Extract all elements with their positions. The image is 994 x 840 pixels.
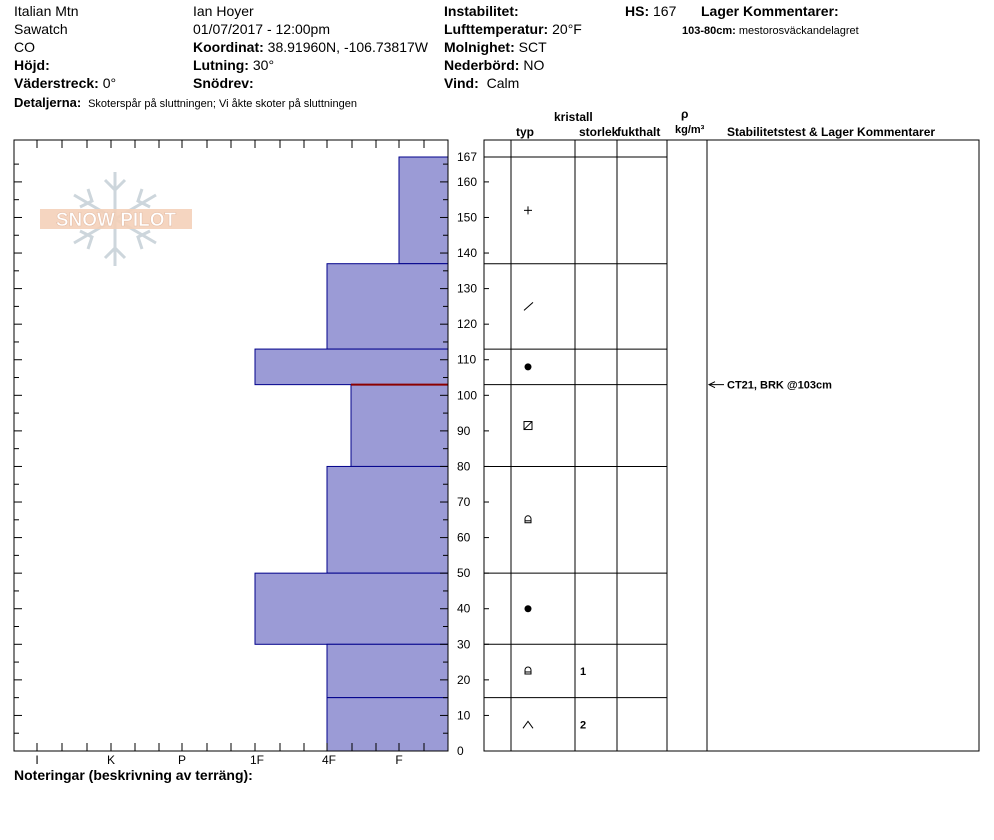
precip-label: Nederbörd: <box>444 57 520 73</box>
depth-label-80: 80 <box>457 459 471 474</box>
hardness-bar-4 <box>327 466 448 573</box>
stability-comments <box>709 380 832 392</box>
layer-table-frame <box>484 140 979 751</box>
depth-label-110: 110 <box>457 352 477 367</box>
depth-label-60: 60 <box>457 530 471 545</box>
mountain-range: Sawatch <box>14 21 68 37</box>
elevation-label: Höjd: <box>14 57 50 73</box>
grain-size-6: 1 <box>580 665 587 678</box>
hardness-label-P: P <box>177 753 187 767</box>
grain-symbol-rounded-grains-icon <box>525 605 532 612</box>
hardness-layers <box>255 157 448 751</box>
depth-label-160: 160 <box>457 174 478 189</box>
observation-datetime: 01/07/2017 - 12:00pm <box>193 21 330 37</box>
drift-label: Snödrev: <box>193 75 254 91</box>
depth-label-50: 50 <box>457 566 471 581</box>
grain-symbol-rounded-grains-icon <box>525 363 532 370</box>
depth-label-30: 30 <box>457 637 471 652</box>
wind-value: Calm <box>486 75 520 91</box>
grain-symbol-mixed-faceted-rounded-icon <box>524 422 532 430</box>
grain-symbol-decomposing-fragmented-icon <box>524 302 533 310</box>
depth-label-0: 0 <box>457 744 464 758</box>
slash-line <box>524 302 533 310</box>
air-temp-value: 20°F <box>552 21 582 37</box>
hardness-label-1F: 1F <box>249 753 265 767</box>
grain-symbol-depth-hoar-icon <box>523 721 533 728</box>
details-label: Detaljerna: <box>14 95 82 110</box>
hs-value: 167 <box>653 3 677 19</box>
dot <box>525 605 532 612</box>
layer-comment-text: mestorosväckandelagret <box>738 25 859 37</box>
hardness-bar-6 <box>327 644 448 697</box>
depth-label-140: 140 <box>457 246 478 261</box>
depth-label-167: 167 <box>457 150 478 164</box>
hardness-label-K: K <box>106 753 116 767</box>
aspect-value: 0° <box>102 75 117 91</box>
hardness-bar-5 <box>255 573 448 644</box>
depth-label-10: 10 <box>457 708 471 723</box>
hardness-label-F: F <box>395 753 403 767</box>
hs-label: HS: <box>625 3 650 19</box>
logo-text: SNOW PILOT <box>55 210 177 231</box>
hardness-label-I: I <box>35 753 39 767</box>
layer-table <box>484 140 979 751</box>
snowpilot-logo <box>40 172 192 266</box>
grain-type-header: typ <box>516 125 534 139</box>
notes-label: Noteringar (beskrivning av terräng): <box>14 767 253 783</box>
layer-comment-range: 103-80cm: <box>682 25 736 37</box>
depth-label-100: 100 <box>457 388 478 403</box>
depth-label-40: 40 <box>457 601 471 616</box>
square-diagonal <box>524 422 532 430</box>
hardness-bar-1 <box>327 264 448 349</box>
facet-shape <box>525 516 531 523</box>
crystal-header: kristall <box>554 110 593 124</box>
depth-label-130: 130 <box>457 281 478 296</box>
stability-header: Stabilitetstest & Lager Kommentarer <box>727 125 936 139</box>
hardness-label-4F: 4F <box>321 753 337 767</box>
air-temp-label: Lufttemperatur: <box>444 21 549 37</box>
depth-label-120: 120 <box>457 317 478 332</box>
stability-test-text-0: CT21, BRK @103cm <box>727 379 832 392</box>
observer-name: Ian Hoyer <box>193 3 254 19</box>
grain-symbol-precipitation-particles-icon <box>524 206 532 214</box>
cloud-label: Molnighet: <box>444 39 515 55</box>
depth-label-20: 20 <box>457 672 471 687</box>
wind-label: Vind: <box>444 75 479 91</box>
density-unit: kg/m³ <box>675 124 705 136</box>
facet-shape <box>525 667 531 674</box>
coordinate-value: 38.91960N, -106.73817W <box>267 39 428 55</box>
hardness-bar-0 <box>399 157 448 264</box>
hardness-bar-7 <box>327 698 448 751</box>
aspect-label: Väderstreck: <box>14 75 99 91</box>
density-symbol: ρ <box>681 107 689 121</box>
location-name: Italian Mtn <box>14 3 79 19</box>
slope-label: Lutning: <box>193 57 249 73</box>
slope-value: 30° <box>252 57 275 73</box>
depth-label-90: 90 <box>457 423 471 438</box>
chevron-shape <box>523 721 533 728</box>
grain-size-7: 2 <box>580 719 587 732</box>
details-text: Skoterspår på sluttningen; Vi åkte skoter på sluttningen <box>88 98 357 110</box>
state: CO <box>14 39 35 55</box>
grain-symbol-faceted-crystals-icon <box>525 516 531 523</box>
precip-value: NO <box>523 57 545 73</box>
layer-comments-label: Lager Kommentarer: <box>701 3 839 19</box>
coordinate-label: Koordinat: <box>193 39 264 55</box>
grain-size-header: storlek <box>579 125 619 139</box>
hardness-bar-2 <box>255 349 448 385</box>
depth-label-150: 150 <box>457 210 478 225</box>
dot <box>525 363 532 370</box>
grain-symbol-faceted-crystals-icon <box>525 667 531 674</box>
cloud-value: SCT <box>518 39 547 55</box>
depth-label-70: 70 <box>457 495 471 510</box>
instability-label: Instabilitet: <box>444 3 519 19</box>
moisture-header: fukthalt <box>617 125 661 139</box>
hardness-bar-3 <box>351 385 448 467</box>
